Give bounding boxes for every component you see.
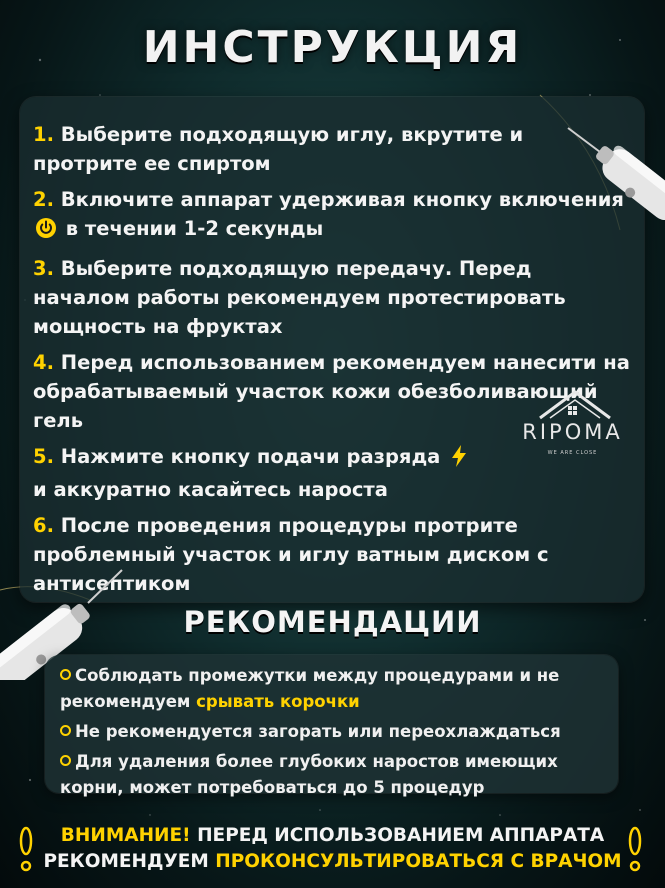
step-number: 2. [33, 188, 54, 211]
warning-notice [0, 823, 665, 875]
ripoma-logo [510, 388, 635, 468]
step-3 [33, 254, 633, 341]
recommendation-text: Соблюдать промежутки между процедурами и не рекомендуем [60, 666, 560, 711]
step-number: 4. [33, 351, 54, 374]
page-title: ИНСТРУКЦИЯ [142, 22, 523, 73]
warning-highlight: ПРОКОНСУЛЬТИРОВАТЬСЯ С ВРАЧОМ [215, 851, 622, 872]
step-1 [33, 120, 633, 178]
recommendation-text: Не рекомендуется загорать или переохлаждаться [75, 722, 561, 741]
recommendation-text: Для удаления более глубоких наростов имеющих корни, может потребоваться до 5 процедур [60, 752, 558, 797]
recommendations-list [60, 663, 605, 805]
bullet-circle-icon [60, 755, 71, 766]
step-text: Включите аппарат удерживая кнопку включения [60, 188, 624, 211]
lightning-bolt-icon [451, 445, 467, 475]
warning-text: РЕКОМЕНДУЕМ [43, 851, 209, 872]
step-text: Выберите подходящую передачу. Перед началом работы рекомендуем протестировать мощность на фруктах [33, 257, 566, 338]
step-text: Нажмите кнопку подачи разряда [60, 445, 441, 468]
recommendation-item [60, 663, 605, 715]
recommendations-title: РЕКОМЕНДАЦИИ [183, 605, 482, 639]
warning-text: ПЕРЕД ИСПОЛЬЗОВАНИЕМ АППАРАТА [197, 825, 605, 846]
step-number: 1. [33, 123, 54, 146]
warning-line-2 [0, 849, 665, 875]
logo-tagline: WE ARE CLOSE [547, 450, 598, 456]
house-roof-icon [510, 388, 635, 422]
step-text: После проведения процедуры протрите проблемный участок и иглу ватным диском с антисептиком [33, 514, 549, 595]
step-number: 3. [33, 257, 54, 280]
recommendation-item [60, 749, 605, 801]
warning-label: ВНИМАНИЕ! [60, 825, 191, 846]
power-button-icon [35, 217, 57, 247]
step-number: 6. [33, 514, 54, 537]
step-2 [33, 185, 633, 247]
step-number: 5. [33, 445, 54, 468]
step-text: Перед использованием рекомендуем нанесити на обрабатываемый участок кожи обезболивающий гель [33, 351, 630, 432]
bullet-circle-icon [60, 669, 71, 680]
bullet-circle-icon [60, 725, 71, 736]
logo-name: RIPOMA [522, 420, 623, 444]
step-text-continued: в течении 1-2 секунды [65, 217, 324, 240]
warning-line-1 [0, 823, 665, 849]
instruction-steps [33, 120, 633, 605]
step-text-continued: и аккуратно касайтесь нароста [33, 478, 388, 501]
recommendation-item [60, 719, 605, 745]
step-text: Выберите подходящую иглу, вкрутите и протрите ее спиртом [33, 123, 524, 175]
recommendation-highlight: срывать корочки [196, 692, 360, 711]
